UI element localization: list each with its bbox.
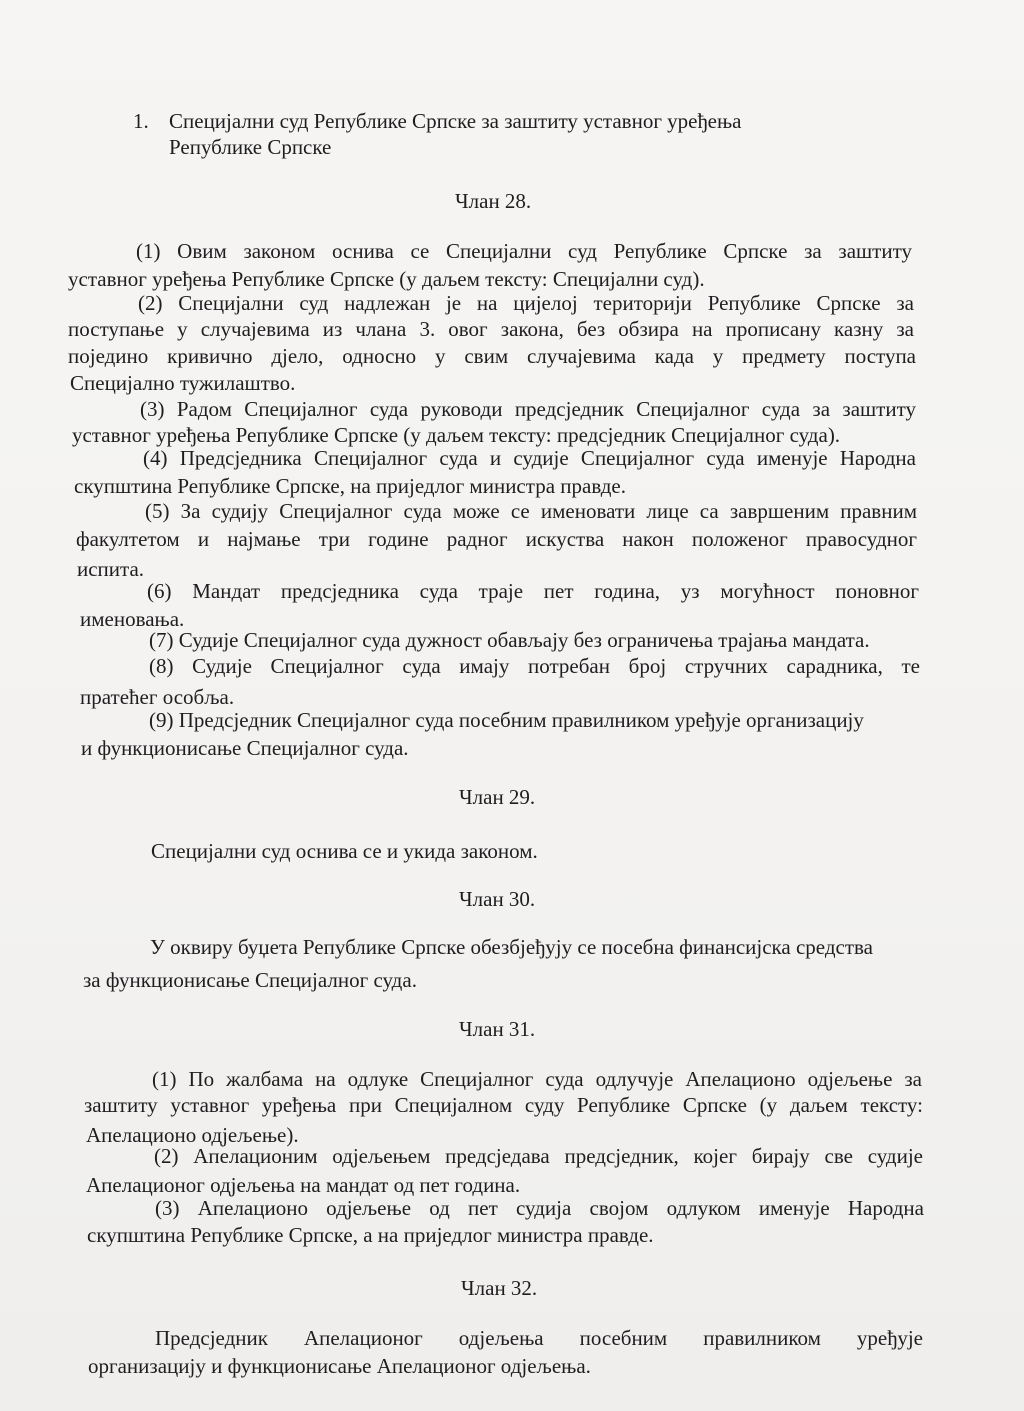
article-31-line: (3) Апелационо одјељење од пет судија својом одлуком именује Народна (155, 1196, 924, 1220)
section-title-line-2: Републике Српске (169, 135, 332, 159)
article-31-line: Апелационог одјељења на мандат од пет година. (86, 1173, 521, 1197)
article-30-heading: Члан 30. (459, 887, 536, 911)
article-28-line: поступање у случајевима из члана 3. овог закона, без обзира на прописану казну за (68, 317, 914, 341)
article-28-line: (8) Судије Специјалног суда имају потребан број стручних сарадника, те (149, 654, 920, 678)
article-28-line: (4) Предсједника Специјалног суда и судије Специјалног суда именује Народна (143, 446, 916, 470)
article-31-line: Апелационо одјељење). (86, 1123, 299, 1147)
article-28-line: именовања. (80, 607, 185, 631)
article-28-line: (1) Овим законом оснива се Специјални суд Републике Српске за заштиту (136, 239, 912, 263)
article-30-line: У оквиру буџета Републике Српске обезбјеђују се посебна финансијска средства (150, 935, 873, 959)
article-28-line: (2) Специјални суд надлежан је на цијелој територији Републике Српске за (138, 291, 914, 315)
article-32-line: Предсједник Апелационог одјељења посебним правилником уређује (155, 1326, 923, 1350)
article-32-heading: Члан 32. (461, 1276, 538, 1300)
article-30-line: за функционисање Специјалног суда. (83, 968, 417, 992)
article-28-line: (9) Предсједник Специјалног суда посебним правилником уређује организацију (149, 708, 864, 732)
article-28-line: поједино кривично дјело, односно у свим случајевима када у предмету поступа (68, 344, 916, 368)
section-title-line-1: Специјални суд Републике Српске за заштиту уставног уређења (169, 109, 742, 133)
article-28-line: скупштина Републике Српске, на приједлог министра правде. (74, 474, 626, 498)
article-29-heading: Члан 29. (459, 785, 536, 809)
article-31-line: заштиту уставног уређења при Специјалном суду Републике Српске (у даљем тексту: (84, 1093, 923, 1117)
section-number: 1. (133, 109, 149, 133)
article-29-line: Специјални суд оснива се и укида законом. (151, 839, 538, 863)
article-31-line: скупштина Републике Српске, а на приједлог министра правде. (87, 1223, 654, 1247)
article-28-line: (7) Судије Специјалног суда дужност обављају без ограничења трајања мандата. (149, 628, 870, 652)
article-28-line: уставног уређења Републике Српске (у даљем тексту: предсједник Специјалног суда). (72, 423, 841, 447)
article-28-line: (6) Мандат предсједника суда траје пет година, уз могућност поновног (147, 579, 919, 603)
article-31-line: (1) По жалбама на одлуке Специјалног суда одлучује Апелационо одјељење за (152, 1067, 922, 1091)
article-28-line: пратећег особља. (80, 685, 235, 709)
article-31-heading: Члан 31. (459, 1017, 536, 1041)
article-28-line: (3) Радом Специјалног суда руководи предсједник Специјалног суда за заштиту (140, 397, 916, 421)
article-28-line: и функционисање Специјалног суда. (81, 736, 409, 760)
article-28-line: Специјално тужилаштво. (70, 371, 296, 395)
article-28-heading: Члан 28. (455, 189, 532, 213)
article-32-line: организацију и функционисање Апелационог одјељења. (88, 1354, 591, 1378)
article-28-line: (5) За судију Специјалног суда може се именовати лице са завршеним правним (145, 499, 917, 523)
article-28-line: факултетом и најмање три године радног искуства након положеног правосудног (76, 527, 917, 551)
article-28-line: испита. (77, 557, 145, 581)
article-28-line: уставног уређења Републике Српске (у даљем тексту: Специјални суд). (68, 267, 705, 291)
article-31-line: (2) Апелационим одјељењем предсједава предсједник, којег бирају све судије (154, 1144, 923, 1168)
